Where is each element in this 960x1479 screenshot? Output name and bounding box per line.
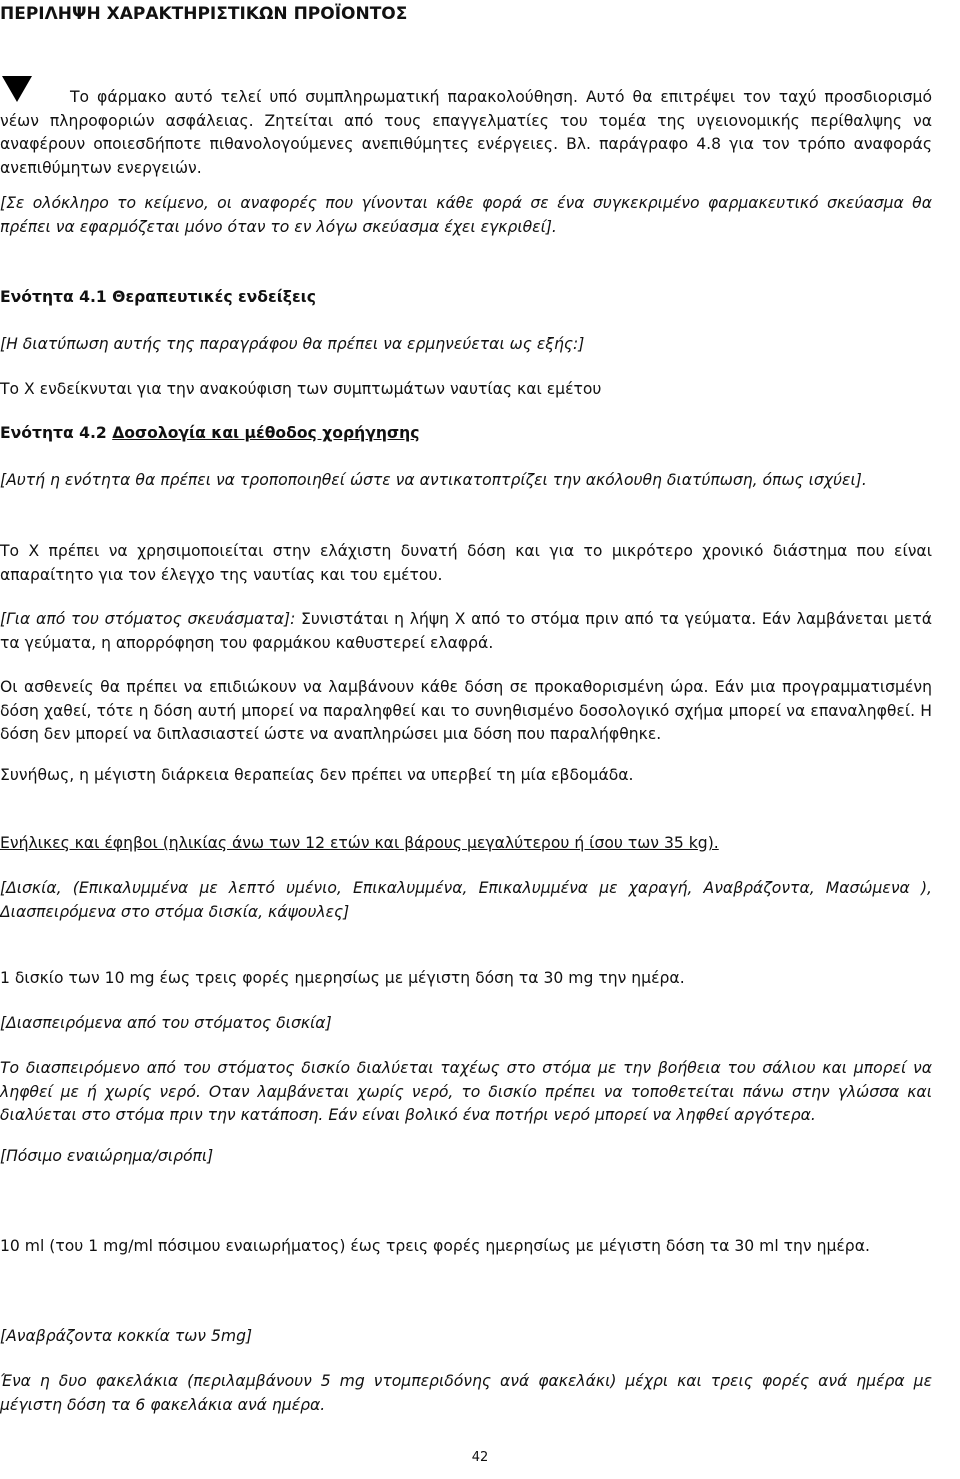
section-4-1-note: [Η διατύπωση αυτής της παραγράφου θα πρέπει να ερμηνεύεται ως εξής:]: [0, 335, 585, 353]
suspension-note: [Πόσιμο εναιώρημα/σιρόπι]: [0, 1147, 214, 1165]
granules-note: [Αναβράζοντα κοκκία των 5mg]: [0, 1327, 253, 1345]
granules-text: Ένα η δυο φακελάκια (περιλαμβάνουν 5 mg ντομπεριδόνης ανά φακελάκι) μέχρι και τρεις φορές ανά ημέρα με μέγιστη δόση τα 6 φακελάκια ανά ημέρα.: [0, 1372, 932, 1414]
page-number: 42: [471, 1450, 489, 1465]
oral-text: Συνιστάται η λήψη Χ από το στόμα πριν από τα γεύματα. Εάν λαμβάνεται μετά τα γεύματα, η απορρόφηση του φαρμάκου καθυστερεί ελαφρά.: [0, 610, 932, 652]
whole-text-note: [Σε ολόκληρο το κείμενο, οι αναφορές που γίνονται κάθε φορά σε ένα συγκεκριμένο φαρμακευτικό σκεύασμα θα πρέπει να εφαρμόζεται μόνο όταν το εν λόγω σκεύασμα έχει εγκριθεί].: [0, 194, 932, 236]
min-dose-paragraph: Το Χ πρέπει να χρησιμοποιείται στην ελάχιστη δυνατή δόση και για το μικρότερο χρονικό διάστημα που είναι απαραίτητο για τον έλεγχο της ναυτίας και του εμέτου.: [0, 542, 932, 584]
document-title: ΠΕΡΙΛΗΨΗ ΧΑΡΑΚΤΗΡΙΣΤΙΚΩΝ ΠΡΟΪΟΝΤΟΣ: [0, 4, 408, 24]
adults-heading: Ενήλικες και έφηβοι (ηλικίας άνω των 12 ετών και βάρους μεγαλύτερου ή ίσου των 35 kg).: [0, 834, 719, 852]
oral-paragraph: [0, 608, 932, 655]
tablets-note: [Δισκία, (Επικαλυμμένα με λεπτό υμένιο, Επικαλυμμένα, Επικαλυμμένα με χαραγή, Αναβράζοντα, Μασώμενα ), Διασπειρόμενα στο στόμα δισκία, κάψουλες]: [0, 879, 932, 921]
odt-text: Το διασπειρόμενο από του στόματος δισκίο διαλύεται ταχέως στο στόμα με την βοήθεια του σάλιου και μπορεί να ληφθεί με ή χωρίς νερό. Οταν λαμβάνεται χωρίς νερό, το δισκίο πρέπει να τοποθετείται πάνω στην γλώσσα και διαλύεται στο στόμα πριν την κατάποση. Εάν είναι βολικό ένα ποτήρι νερό μπορεί να ληφθεί αργότερα.: [0, 1059, 932, 1124]
additional-monitoring-warning: Το φάρμακο αυτό τελεί υπό συμπληρωματική παρακολούθηση. Αυτό θα επιτρέψει τον ταχύ προσδιορισμό νέων πληροφοριών ασφάλειας. Ζητείται από τους επαγγελματίες του τομέα της υγειονομικής περίθαλψης να αναφέρουν οποιεσδήποτε πιθανολογούμενες ανεπιθύμητες ενέργειες. Βλ. παράγραφο 4.8 για τον τρόπο αναφοράς ανεπιθύμητων ενεργειών.: [0, 88, 932, 177]
duration-paragraph: Συνήθως, η μέγιστη διάρκεια θεραπείας δεν πρέπει να υπερβεί τη μία εβδομάδα.: [0, 766, 634, 784]
section-4-2-heading-prefix: Ενότητα 4.2: [0, 424, 113, 442]
patients-paragraph: Οι ασθενείς θα πρέπει να επιδιώκουν να λαμβάνουν κάθε δόση σε προκαθορισμένη ώρα. Εάν μια προγραμματισμένη δόση χαθεί, τότε η δόση αυτή μπορεί να παραληφθεί και το συνηθισμένο δοσολογικό σχήμα μπορεί να επαναληφθεί. Η δόση δεν μπορεί να διπλασιαστεί ώστε να αναπληρώσει μια δόση που παραλήφθηκε.: [0, 678, 932, 743]
section-4-1-heading: Ενότητα 4.1 Θεραπευτικές ενδείξεις: [0, 288, 316, 306]
section-4-1-text: Το Χ ενδείκνυται για την ανακούφιση των συμπτωμάτων ναυτίας και εμέτου: [0, 380, 602, 398]
oral-note: [Για από του στόματος σκευάσματα]:: [0, 610, 296, 628]
section-4-2-note: [Αυτή η ενότητα θα πρέπει να τροποποιηθεί ώστε να αντικατοπτρίζει την ακόλουθη διατύπωση, όπως ισχύει].: [0, 471, 867, 489]
odt-note: [Διασπειρόμενα από του στόματος δισκία]: [0, 1014, 332, 1032]
tablets-dose: 1 δισκίο των 10 mg έως τρεις φορές ημερησίως με μέγιστη δόση τα 30 mg την ημέρα.: [0, 969, 685, 987]
section-4-2-heading: [0, 424, 419, 442]
section-4-2-heading-title: Δοσολογία και μέθοδος χορήγησης: [112, 424, 420, 442]
suspension-dose: 10 ml (του 1 mg/ml πόσιμου εναιωρήματος) έως τρεις φορές ημερησίως με μέγιστη δόση τα 30 ml την ημέρα.: [0, 1237, 870, 1255]
